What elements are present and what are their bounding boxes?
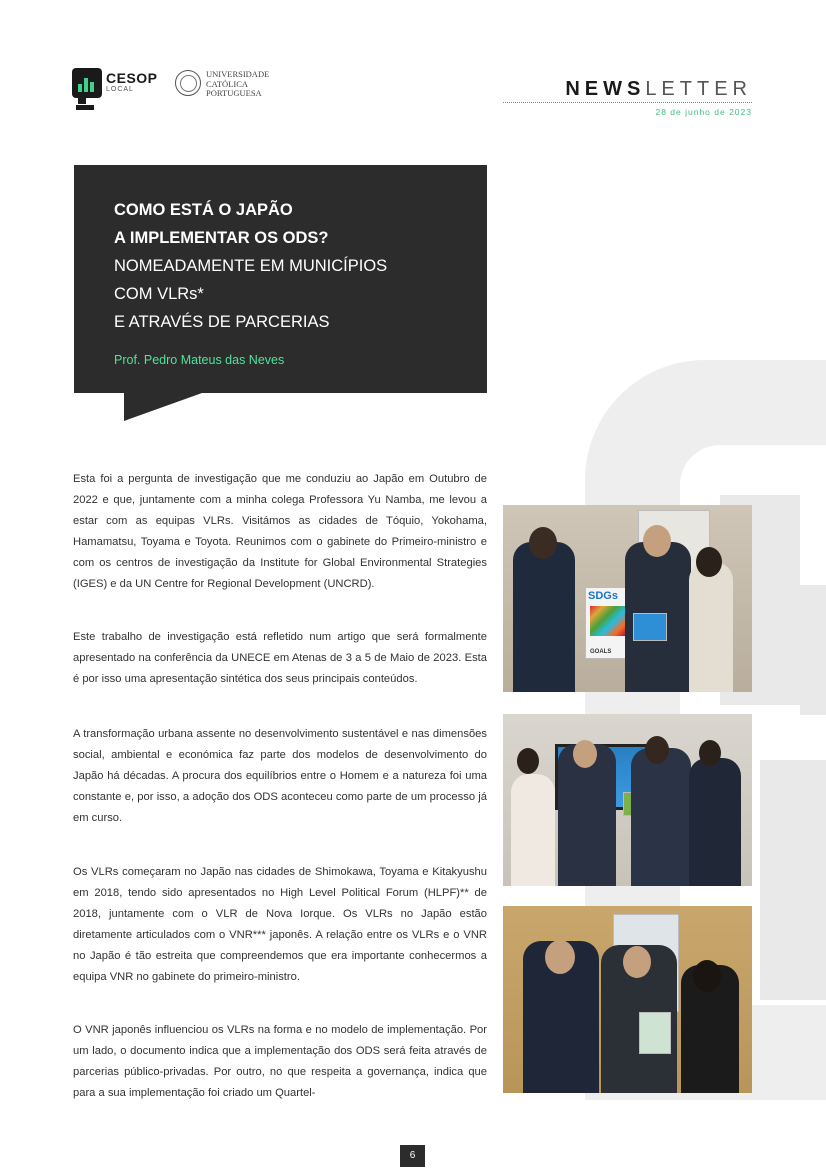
article-author: Prof. Pedro Mateus das Neves bbox=[114, 353, 285, 367]
person bbox=[511, 774, 555, 886]
person-head bbox=[573, 740, 597, 768]
body-paragraph: Os VLRs começaram no Japão nas cidades de Shimokawa, Toyama e Kitakyushu em 2018, tendo sido apresentados no High Level Political Forum (HLPF)** de 2018, juntamente com o VLR de Nova Iorque. Os VLRs no Japão estão diretamente articulados com o VNR*** japonês. A relação entre os VLRs e o VNR no Japão é tão estreita que compreendemos que era importante conhecermos a equipa VNR no gabinete do primeiro-ministro. bbox=[73, 866, 487, 983]
sdg-wheel-icon bbox=[590, 606, 626, 636]
university-seal-icon bbox=[175, 70, 201, 96]
meeting-photo bbox=[503, 505, 752, 692]
person-head bbox=[545, 940, 575, 974]
university-line: UNIVERSIDADE bbox=[206, 69, 270, 79]
cesop-logo-icon bbox=[78, 96, 86, 104]
newsletter-date: 28 de junho de 2023 bbox=[655, 107, 752, 117]
person-head bbox=[699, 740, 721, 766]
person bbox=[689, 758, 741, 886]
body-paragraph: Este trabalho de investigação está refletido num artigo que será formalmente apresentado na conferência da UNECE em Atenas de 3 a 5 de Maio de 2023. Esta é por isso uma apresentação sintética dos seus principais conteúdos. bbox=[73, 631, 487, 685]
body-paragraph: Esta foi a pergunta de investigação que me conduziu ao Japão em Outubro de 2022 e que, juntamente com a minha colega Professora Yu Namba, me levou a estar com as equipas VLRs. Visitámos as cidades de Tóquio, Yokohama, Hamamatsu, Toyama e Toyota. Reunimos com o gabinete do Primeiro-ministro e com os centros de investigação da Institute for Global Environmental Strategies (IGES) e da UN Centre for Regional Development (UNCRD). bbox=[73, 473, 487, 590]
person-head bbox=[529, 527, 557, 559]
person bbox=[689, 562, 733, 692]
book bbox=[639, 1012, 671, 1054]
cesop-logo-icon bbox=[72, 68, 102, 98]
title-line: COMO ESTÁ O JAPÃO bbox=[114, 201, 293, 219]
title-line: A IMPLEMENTAR OS ODS? bbox=[114, 229, 329, 247]
body-paragraph: A transformação urbana assente no desenvolvimento sustentável e nas dimensões social, ambiental e económica faz parte dos modelos de desenvolvimento do Japão há décadas. A procura dos equilíbrios entre o Homem e a natureza foi uma constante e, por isso, a adoção dos ODS aconteceu como parte de um processo já em curso. bbox=[73, 728, 487, 824]
article-title bbox=[114, 196, 387, 336]
title-line: NOMEADAMENTE EM MUNICÍPIOS bbox=[114, 257, 388, 275]
university-name bbox=[206, 70, 269, 99]
cesop-logo-icon bbox=[76, 105, 94, 110]
page-number: 6 bbox=[400, 1145, 425, 1167]
newsletter-title bbox=[565, 78, 752, 101]
book bbox=[633, 613, 667, 641]
person-head bbox=[645, 736, 669, 764]
meeting-photo bbox=[503, 714, 752, 886]
cesop-name: CESOP bbox=[106, 70, 158, 86]
title-line: E ATRAVÉS DE PARCERIAS bbox=[114, 313, 330, 331]
watermark-shape bbox=[760, 760, 826, 1000]
person bbox=[513, 542, 575, 692]
newsletter-title-bold: NEWS bbox=[565, 78, 646, 100]
university-line: CATÓLICA bbox=[206, 78, 249, 89]
person-head bbox=[643, 525, 671, 557]
person-head bbox=[696, 547, 722, 577]
newsletter-title-light: LETTER bbox=[645, 78, 752, 100]
speech-bubble-tail bbox=[124, 393, 202, 421]
watermark-shape bbox=[800, 585, 826, 715]
title-line: COM VLRs* bbox=[114, 285, 204, 303]
meeting-photo bbox=[503, 906, 752, 1093]
body-paragraph: O VNR japonês influenciou os VLRs na forma e no modelo de implementação. Por um lado, o documento indica que a implementação dos ODS será feita através de parcerias público-privadas. Por outro, no que respeita a governança, indica que para a sua implementação foi criado um Quartel- bbox=[73, 1024, 487, 1099]
sdg-poster-label: GOALS bbox=[590, 649, 612, 655]
person-head bbox=[623, 946, 651, 978]
cesop-subtitle: LOCAL bbox=[106, 86, 134, 93]
person-head bbox=[693, 960, 721, 992]
person-head bbox=[517, 748, 539, 774]
person bbox=[631, 748, 691, 886]
university-line: PORTUGUESA bbox=[206, 88, 262, 98]
sdg-poster-label: SDGs bbox=[588, 590, 618, 602]
divider bbox=[503, 102, 752, 103]
